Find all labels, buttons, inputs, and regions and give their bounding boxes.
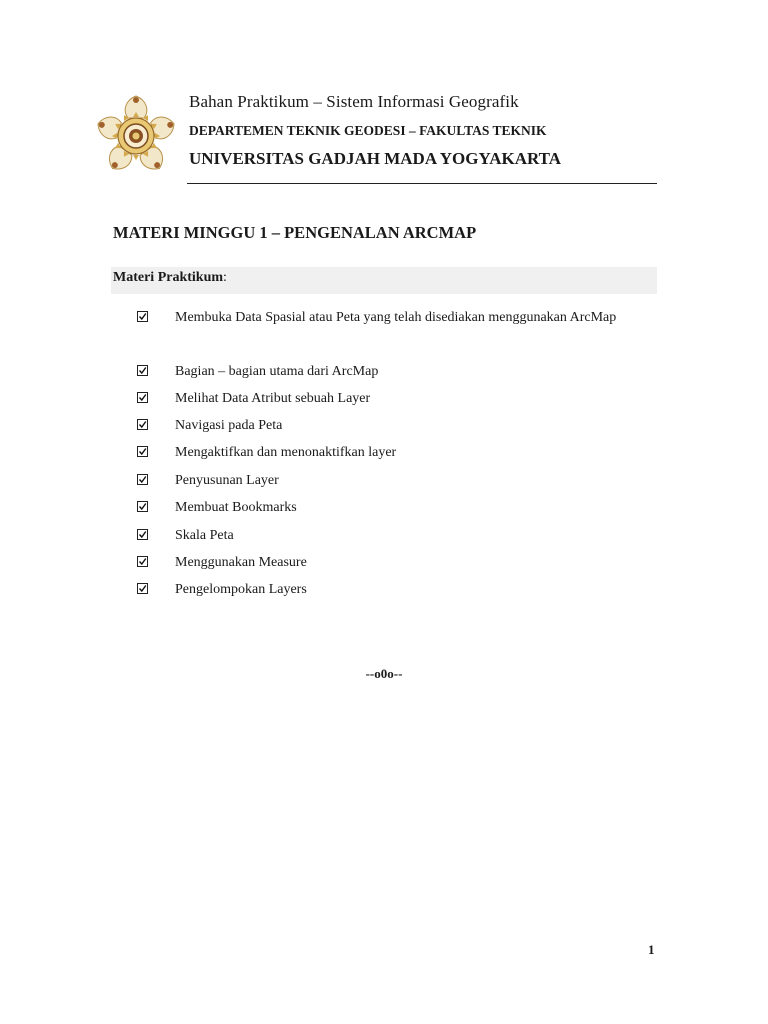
- list-item-label: Mengaktifkan dan menonaktifkan layer: [175, 445, 397, 460]
- checked-box-icon: [137, 556, 148, 567]
- checked-box-icon: [137, 365, 148, 376]
- header-divider: [187, 183, 657, 184]
- checked-box-icon: [137, 474, 148, 485]
- checked-box-icon: [137, 446, 148, 457]
- end-mark: --o0o--: [365, 666, 403, 681]
- university-seal-icon: [94, 93, 178, 179]
- department-name: DEPARTEMEN TEKNIK GEODESI – FAKULTAS TEKNIK: [189, 123, 547, 138]
- list-item-label: Skala Peta: [175, 528, 234, 543]
- list-item-label: Penyusunan Layer: [175, 473, 279, 488]
- list-item-label: Membuka Data Spasial atau Peta yang telah disediakan menggunakan ArcMap: [175, 310, 617, 325]
- page-number: 1: [648, 942, 655, 957]
- section-title: MATERI MINGGU 1 – PENGENALAN ARCMAP: [113, 223, 477, 242]
- checked-box-icon: [137, 419, 148, 430]
- checked-box-icon: [137, 501, 148, 512]
- list-item-label: Pengelompokan Layers: [175, 582, 307, 597]
- university-name: UNIVERSITAS GADJAH MADA YOGYAKARTA: [189, 149, 562, 168]
- list-item-label: Navigasi pada Peta: [175, 418, 283, 433]
- checked-box-icon: [137, 529, 148, 540]
- subheader-bar: [111, 267, 657, 294]
- checked-box-icon: [137, 311, 148, 322]
- checked-box-icon: [137, 583, 148, 594]
- course-title: Bahan Praktikum – Sistem Informasi Geografik: [189, 92, 519, 111]
- checked-box-icon: [137, 392, 148, 403]
- list-item-label: Membuat Bookmarks: [175, 500, 297, 515]
- list-item-label: Bagian – bagian utama dari ArcMap: [175, 364, 379, 379]
- list-item-label: Melihat Data Atribut sebuah Layer: [175, 391, 371, 406]
- list-item-label: Menggunakan Measure: [175, 555, 307, 570]
- subheader-label: Materi Praktikum:: [113, 270, 227, 285]
